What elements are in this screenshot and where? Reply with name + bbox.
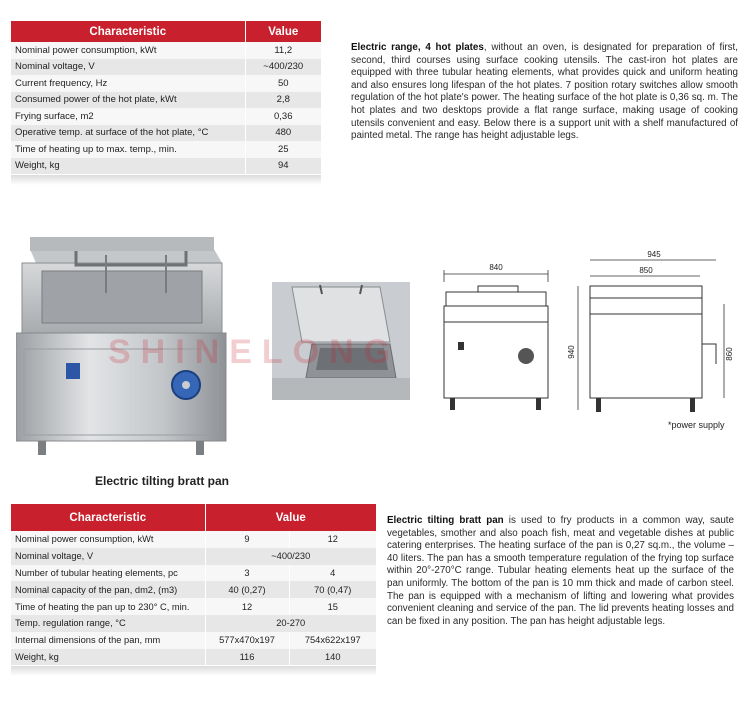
cell-label: Nominal power consumption, kWt (11, 531, 205, 548)
cell-value: 0,36 (245, 108, 321, 125)
cell-value: 12 (289, 531, 376, 548)
table-shadow (11, 175, 321, 185)
table-row (11, 158, 321, 175)
table-row (11, 649, 376, 666)
cell-value: 3 (205, 565, 289, 582)
dim-height-total: 940 (567, 345, 576, 359)
cell-label: Frying surface, m2 (11, 108, 245, 125)
table-row (11, 75, 321, 92)
handwheel-icon (518, 348, 534, 364)
table-row (11, 565, 376, 582)
cell-label: Weight, kg (11, 158, 245, 175)
front-view-drawing (438, 252, 554, 412)
description-title: Electric range, 4 hot plates (351, 42, 484, 53)
table-row (11, 548, 376, 565)
column-header: Characteristic (11, 504, 205, 531)
cell-value: 11,2 (245, 42, 321, 59)
cell-value: 50 (245, 75, 321, 92)
cell-value: 577x470x197 (205, 632, 289, 649)
product-caption: Electric tilting bratt pan (95, 474, 230, 488)
cell-value: 2,8 (245, 92, 321, 109)
column-header: Characteristic (11, 21, 245, 42)
dim-height-body: 860 (725, 347, 734, 361)
table-row (11, 598, 376, 615)
cell-value: ~400/230 (205, 548, 376, 565)
spec-table-range (11, 21, 321, 174)
table-row (11, 125, 321, 142)
cell-label: Nominal power consumption, kWt (11, 42, 245, 59)
table-row (11, 141, 321, 158)
cell-label: Nominal voltage, V (11, 548, 205, 565)
table-row (11, 531, 376, 548)
table-row (11, 615, 376, 632)
cell-value: 9 (205, 531, 289, 548)
cell-value: 40 (0,27) (205, 581, 289, 598)
cell-value: 20-270 (205, 615, 376, 632)
dim-side-body: 850 (639, 266, 653, 275)
description-title: Electric tilting bratt pan (387, 515, 504, 526)
cell-value: 94 (245, 158, 321, 175)
side-view-drawing (566, 248, 738, 416)
cell-label: Consumed power of the hot plate, kWt (11, 92, 245, 109)
range-description (351, 42, 738, 143)
cell-value: 116 (205, 649, 289, 666)
cell-value: 4 (289, 565, 376, 582)
cell-value: 754x622x197 (289, 632, 376, 649)
table-row (11, 59, 321, 76)
description-body: , without an oven, is designated for preparation of first, second, third courses using surface cooking utensils. The cast-iron hot plates are equipped with three tubular heating elements, what provides quick and uniform heating and also ensures long lifespan of the hot plates. 7 position rotary switches allow smooth regulation of the hot plate's power. The heating surface of the hot plate is 0,36 sq. m. The hot plates and two desktops provide a flat range surface, making usage of cooking utensils convenient and easy. Below there is a support unit with a shelf manufactured of painted metal. The range has height adjustable legs. (351, 42, 738, 142)
table-row (11, 108, 321, 125)
table-row (11, 581, 376, 598)
table-header-row (11, 504, 376, 531)
cell-value: 480 (245, 125, 321, 142)
cell-label: Number of tubular heating elements, pc (11, 565, 205, 582)
cell-label: Nominal voltage, V (11, 59, 245, 76)
cell-label: Temp. regulation range, °C (11, 615, 205, 632)
dim-side-total: 945 (647, 250, 661, 259)
cell-value: 70 (0,47) (289, 581, 376, 598)
cell-value: 25 (245, 141, 321, 158)
cell-label: Internal dimensions of the pan, mm (11, 632, 205, 649)
cell-value: 15 (289, 598, 376, 615)
table-row (11, 632, 376, 649)
cell-label: Time of heating up to max. temp., min. (11, 141, 245, 158)
cell-value: ~400/230 (245, 59, 321, 76)
control-knob-icon (66, 363, 80, 379)
bratt-pan-description (387, 515, 734, 628)
cell-label: Weight, kg (11, 649, 205, 666)
table-row (11, 42, 321, 59)
cell-label: Nominal capacity of the pan, dm2, (m3) (11, 581, 205, 598)
cell-value: 140 (289, 649, 376, 666)
power-supply-note: *power supply (668, 420, 725, 430)
cell-label: Operative temp. at surface of the hot plate, °C (11, 125, 245, 142)
switch-icon (458, 342, 464, 350)
column-header: Value (205, 504, 376, 531)
watermark: SHINELONG (108, 333, 401, 371)
column-header: Value (245, 21, 321, 42)
cell-label: Current frequency, Hz (11, 75, 245, 92)
dim-front-width: 840 (489, 263, 503, 272)
description-body: is used to fry products in a common way, saute vegetables, smother and also poach fish, meat and vegetable dishes at public catering enterprises. The heating surface of the pan is 0,27 sq.m., the volume – 40 liters. The pan has a smooth temperature regulation of the frying top surface within 20°-270°C range. Tubular heating elements heat up the surface of the pan uniformly. The bottom of the pan is 10 mm thick and made of carbon steel. The pan is equipped with a mechanism of lifting and lowering what provides convenient cleaning and service of the pan. The lid prevents heating losses and can be fixed in any position. The pan has height adjustable legs. (387, 515, 734, 627)
spec-table-bratt-pan (11, 504, 376, 665)
cell-label: Time of heating the pan up to 230° C, min. (11, 598, 205, 615)
cell-value: 12 (205, 598, 289, 615)
table-header-row (11, 21, 321, 42)
table-row (11, 92, 321, 109)
table-shadow (11, 666, 376, 676)
